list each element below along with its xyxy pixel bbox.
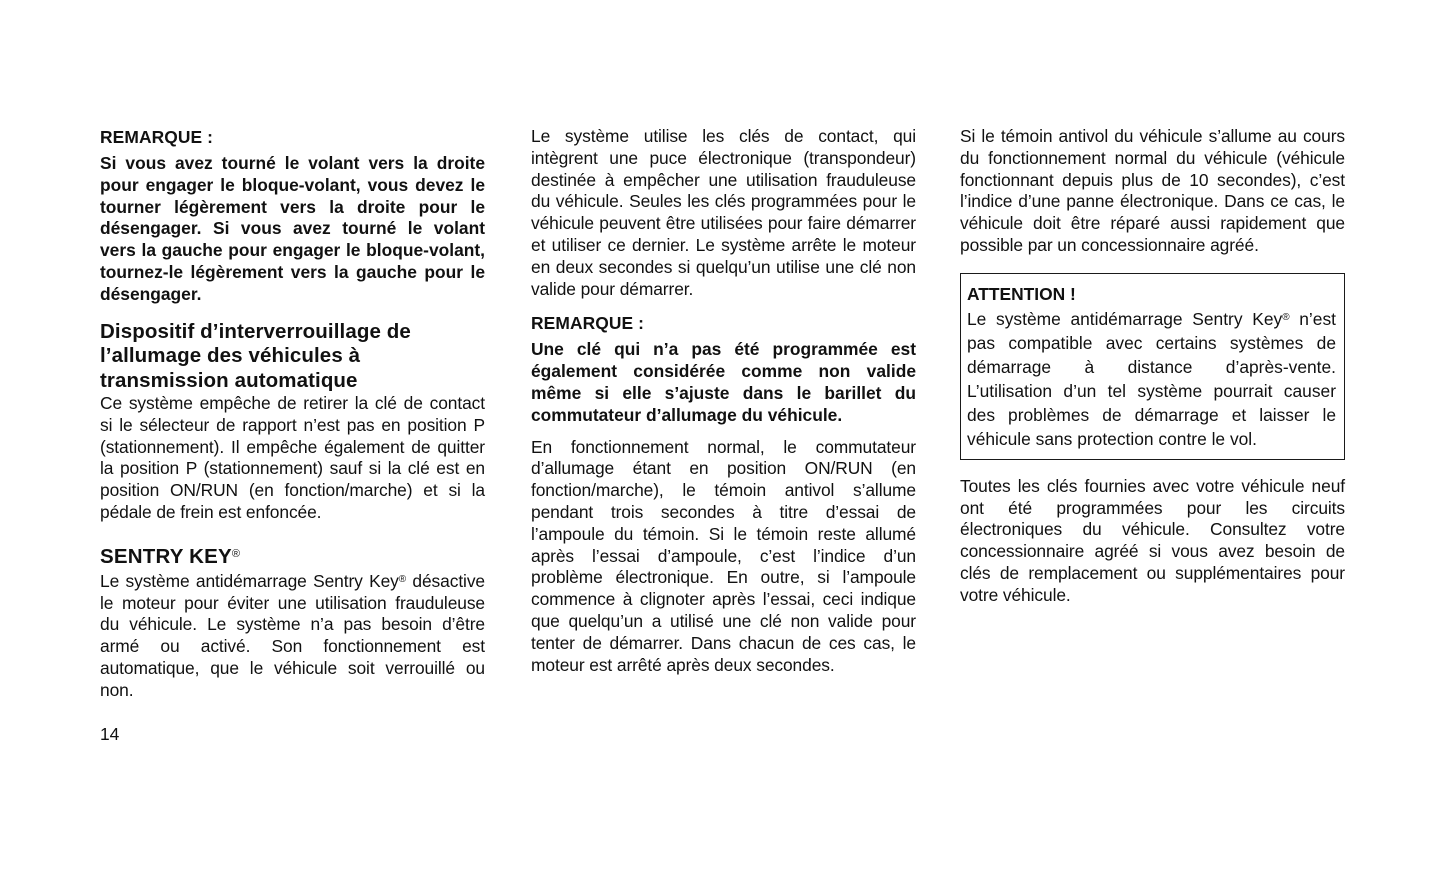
remarque-text: Si vous avez tourné le volant vers la droite pour engager le bloque-volant, vous devez le tourner légèrement vers la droite pour le désengager. Si vous avez tourné le volant vers la gauche pour engager le bloque-volant, tournez-le légèrement vers la gauche pour le désengager. (100, 153, 485, 304)
attention-text-start: Le système antidémarrage Sentry Key (967, 308, 1283, 329)
sentry-key-heading-text: SENTRY KEY (100, 544, 232, 568)
remarque-text: Une clé qui n’a pas été programmée est également considérée comme non valide même si elle s’ajuste dans le barillet du commutateur d’allumage du véhicule. (531, 339, 916, 425)
system-intro-text: Le système utilise les clés de contact, qui intègrent une puce électronique (transpondeur) destinée à empêcher une utilisation frauduleuse du véhicule. Seules les clés programmées pour le véhicule peuvent être utilisées pour faire démarrer et utiliser ce dernier. Le système arrête le moteur en deux secondes si quelqu’un utilise une clé non valide pour démarrer. (531, 126, 916, 299)
attention-box (960, 273, 1345, 460)
attention-text (967, 306, 1336, 451)
sentry-key-text-start: Le système antidémarrage Sentry Key (100, 570, 399, 591)
registered-mark: ® (231, 547, 241, 560)
witness-text: Si le témoin antivol du véhicule s’allume au cours du fonctionnement normal du véhicule (véhicule fonctionnant depuis plus de 10 secondes), c’est l’indice d’une panne électronique. Dans ce cas, le véhicule doit être réparé aussi rapidement que possible par un concessionnaire agréé. (960, 126, 1345, 255)
sentry-key-text (100, 569, 485, 702)
operation-text: En fonctionnement normal, le commutateur d’allumage étant en position ON/RUN (en fonction/marche), le témoin antivol s’allume pendant trois secondes à titre d’essai de l’ampoule du témoin. Si le témoin reste allumé après l’essai d’ampoule, c’est l’indice d’un problème électronique. En outre, si l’ampoule commence à clignoter après l’essai, ceci indique que quelqu’un a utilisé une clé non valide pour tenter de démarrer. Dans chacun de ces cas, le moteur est arrêté après deux secondes. (531, 436, 916, 675)
attention-text-end: n’est pas compatible avec certains systèmes de démarrage à distance d’après-vente. L’utilisation d’un tel système pourrait causer des problèmes de démarrage et laisser le véhicule sans protection contre le vol. (967, 308, 1336, 449)
column-left (100, 126, 485, 710)
sentry-key-heading (100, 542, 485, 569)
column-right (960, 126, 1345, 615)
remarque-label: REMARQUE : (100, 127, 214, 147)
attention-title: ATTENTION ! (967, 283, 1076, 304)
interlock-heading: Dispositif d’interverrouillage de l’allumage des véhicules à transmission automatique (100, 319, 411, 392)
registered-mark: ® (398, 573, 407, 585)
keys-text: Toutes les clés fournies avec votre véhicule neuf ont été programmées pour les circuits électroniques du véhicule. Consultez votre concessionnaire agréé si vous avez besoin de clés de remplacement ou supplémentaires pour votre véhicule. (960, 475, 1345, 605)
column-middle (531, 126, 916, 684)
page-number: 14 (100, 724, 120, 744)
registered-mark: ® (1282, 311, 1290, 323)
remarque-label: REMARQUE : (531, 313, 645, 334)
sentry-key-text-end: désactive le moteur pour éviter une utilisation frauduleuse du véhicule. Le système n’a pas besoin d’être armé ou activé. Son fonctionnement est automatique, que le véhicule soit verrouillé ou non. (100, 570, 485, 700)
interlock-text: Ce système empêche de retirer la clé de contact si le sélecteur de rapport n’est pas en position P (stationnement). Il empêche également de quitter la position P (stationnement) sauf si la clé est en position ON/RUN (en fonction/marche) et si la pédale de frein est enfoncée. (100, 393, 485, 523)
